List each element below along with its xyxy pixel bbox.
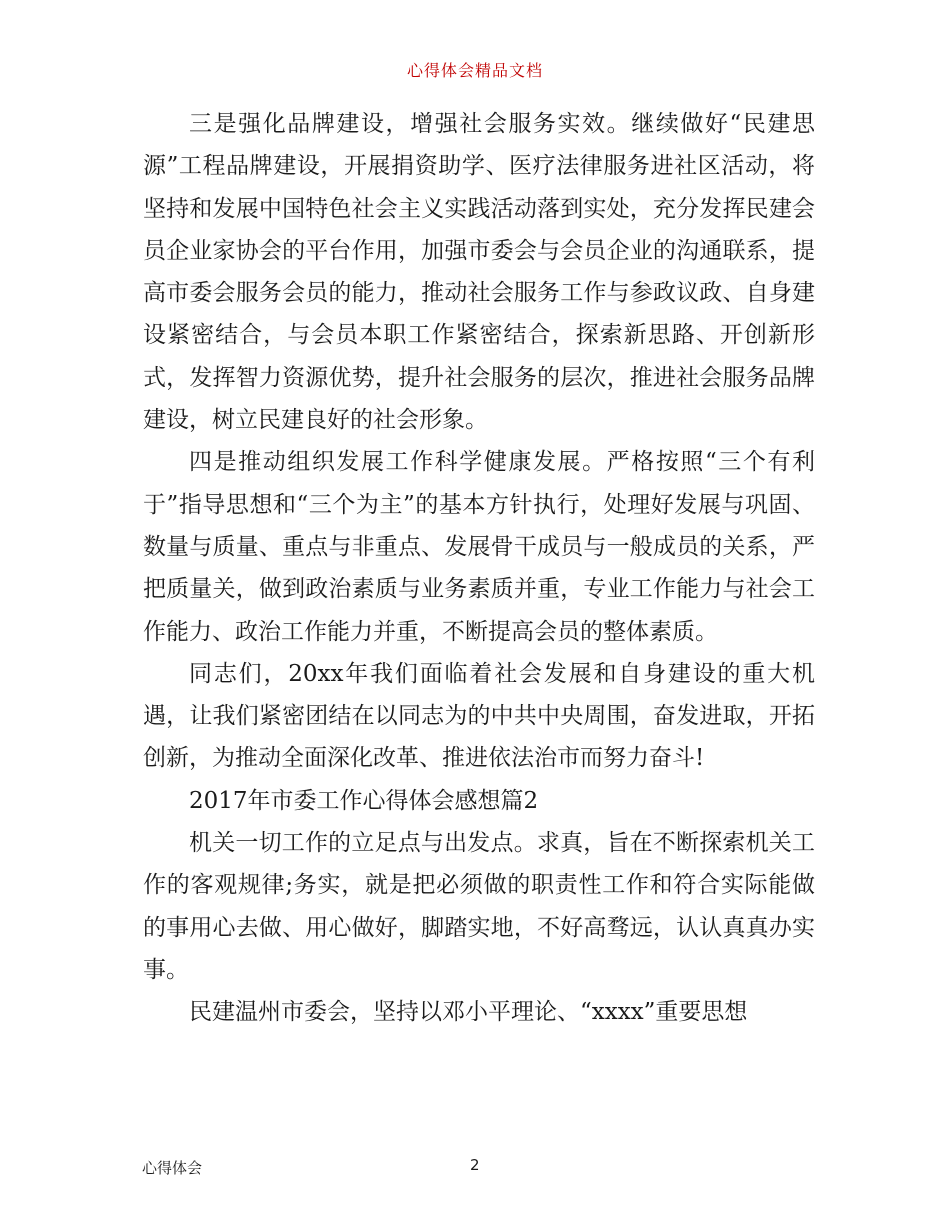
paragraph-wenzhou-committee: 民建温州市委会，坚持以邓小平理论、“xxxx”重要思想 — [189, 999, 748, 1026]
page-header-title: 心得体会精品文档 — [406, 61, 543, 80]
paragraph-comrades: 同志们，20xx年我们面临着社会发展和自身建设的重大机遇，让我们紧密团结在以同志为的中共中央周围，奋发进取，开拓创新，为推动全面深化改革、推进依法治市而努力奋斗! — [143, 660, 815, 772]
page-number: 2 — [470, 1156, 480, 1174]
document-body — [143, 103, 815, 1034]
paragraph-organization-development: 四是推动组织发展工作科学健康发展。严格按照“三个有利于”指导思想和“三个为主”的基本方针执行，处理好发展与巩固、数量与质量、重点与非重点、发展骨干成员与一般成员的关系，严把质量关，做到政治素质与业务素质并重，专业工作能力与社会工作能力、政治工作能力并重，不断提高会员的整体素质。 — [143, 449, 815, 645]
paragraph-brand-building: 三是强化品牌建设，增强社会服务实效。继续做好“民建思源”工程品牌建设，开展捐资助学、医疗法律服务进社区活动，将坚持和发展中国特色社会主义实践活动落到实处，充分发挥民建会员企业家协会的平台作用，加强市委会与会员企业的沟通联系，提高市委会服务会员的能力，推动社会服务工作与参政议政、自身建设紧密结合，与会员本职工作紧密结合，探索新思路、开创新形式，发挥智力资源优势，提升社会服务的层次，推进社会服务品牌建设，树立民建良好的社会形象。 — [143, 111, 815, 434]
section-title: 2017年市委工作心得体会感想篇2 — [189, 787, 539, 814]
footer-label: 心得体会 — [142, 1159, 203, 1177]
paragraph-work-foundation: 机关一切工作的立足点与出发点。求真，旨在不断探索机关工作的客观规律;务实，就是把必须做的职责性工作和符合实际能做的事用心去做、用心做好，脚踏实地，不好高骛远，认认真真办实事。 — [143, 830, 815, 983]
